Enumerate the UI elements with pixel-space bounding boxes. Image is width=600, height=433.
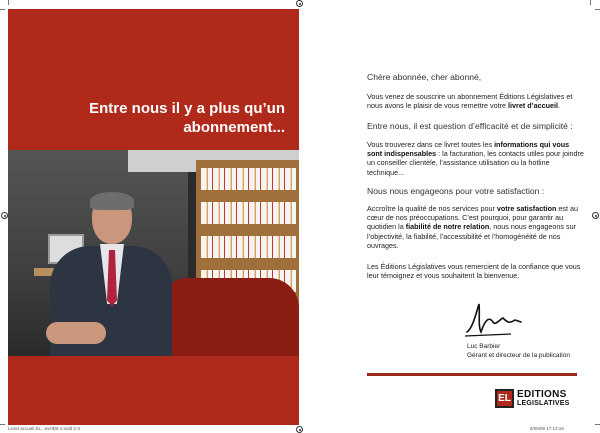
crop-mark xyxy=(0,9,5,10)
lead-commitment: Nous nous engageons pour votre satisfaction : xyxy=(367,186,545,196)
print-slug-right: 6/05/09 17:13:19 xyxy=(530,426,564,431)
crop-mark xyxy=(0,424,5,425)
signature xyxy=(463,300,525,340)
cover-headline xyxy=(15,99,285,137)
paragraph-intro: Vous venez de souscrire un abonnement Éditions Législatives et nous avons le plaisir de vous remettre votre livret d’accueil. xyxy=(367,92,573,111)
paragraph-commitment: Accroître la qualité de nos services pour votre satisfaction est au cœur de nos préoccupations. C’est pourquoi, pour garantir au quotidien la fiabilité de notre relation, nous nous engageons sur l’objectivité, la fiabilité, l’accessibilité et l’homogénéité de nos ouvrages. xyxy=(367,204,578,250)
portrait-photo xyxy=(8,150,299,356)
logo-line-2: LEGISLATIVES xyxy=(517,399,570,407)
cover-page xyxy=(8,9,299,425)
registration-mark xyxy=(296,0,303,7)
signer-block xyxy=(467,343,570,360)
registration-mark xyxy=(1,212,8,219)
registration-mark xyxy=(296,426,303,433)
headline-line-1: Entre nous il y a plus qu’un xyxy=(89,100,285,117)
print-slug-left: Livret accueil EL...evHD6 V.indd 2-3 xyxy=(8,426,80,431)
armchair xyxy=(158,278,299,356)
greeting: Chère abonnée, cher abonné, xyxy=(367,72,482,82)
signer-name: Luc Barbier xyxy=(467,343,501,350)
logo-line-1: EDITIONS xyxy=(517,388,567,400)
headline-line-2: abonnement... xyxy=(183,119,285,136)
crop-mark xyxy=(8,0,9,5)
letter-page xyxy=(345,0,595,433)
lead-efficiency: Entre nous, il est question d’efficacité et de simplicité : xyxy=(367,121,573,131)
man-portrait xyxy=(46,194,176,356)
paragraph-booklet: Vous trouverez dans ce livret toutes les informations qui vous sont indispensables : la facturation, les contacts utiles pour joindre un conseiller clientèle, l’assistance utilisation ou la hotline technique... xyxy=(367,140,584,177)
paragraph-thanks: Les Éditions Législatives vous remercient de la confiance que vous leur témoignez et vous souhaitent la bienvenue. xyxy=(367,262,581,281)
crop-mark xyxy=(595,424,600,425)
divider-rule xyxy=(367,373,577,376)
signer-title: Gérant et directeur de la publication xyxy=(467,351,570,359)
editions-legislatives-logo xyxy=(495,389,569,408)
el-logo-mark: EL xyxy=(495,389,514,408)
crop-mark xyxy=(595,9,600,10)
